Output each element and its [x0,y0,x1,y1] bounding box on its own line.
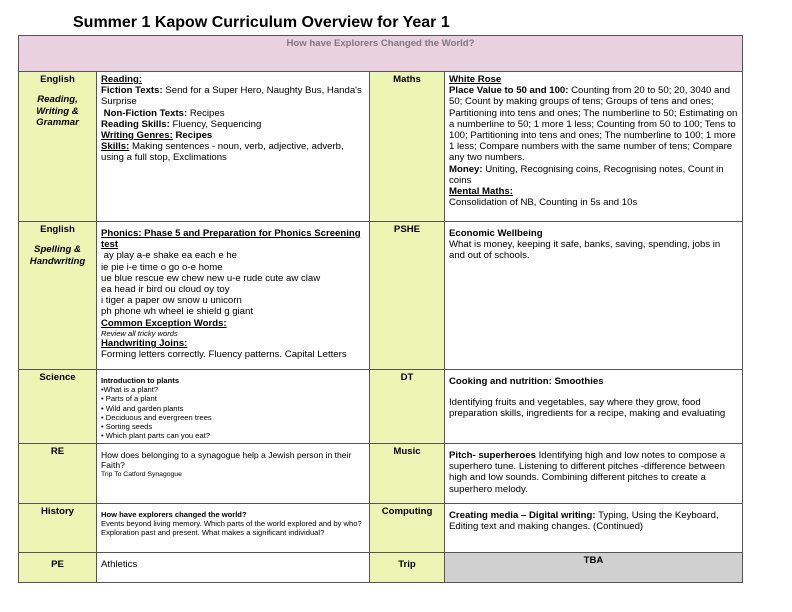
subject-label: Science [39,372,76,383]
sentence-skills [101,141,365,163]
content-maths [445,72,743,222]
handwriting-joins-text: Forming letters correctly. Fluency patterns. Capital Letters [101,349,347,361]
music-text: Identifying high and low notes to compose a superhero tune. Listening to different pitches -difference between high and low sounds. Combining different pitches to create a superhero melody. [449,450,726,495]
sentence-skills-label: Skills: [101,141,130,153]
place-value-text: Counting from 20 to 50; 20, 3040 and 50; Count by making groups of tens; Groups of tens and ones; Partitioning into tens and ones; The numberline to 50; Estimating on a numberline to 50; 1 more 1 less; Counting from 50 to 100; Tens to 100; Partitioning into tens and ones; The numberline to 100; 1 more 1 less; Compare numbers with the same number of tens; Compare any two numbers. [449,85,738,164]
fiction-text: Send for a Super Hero, Naughty Bus, Handa's Surprise [101,85,362,108]
nonfiction-texts [101,108,365,119]
content-science [97,370,370,444]
subject-history [19,504,97,553]
row-english-phonics [19,222,743,370]
computing-heading: Creating media – Digital writing: [449,510,596,521]
content-re [97,444,370,504]
phonics-line: ue blue rescue ew chew new u-e rude cute aw claw [101,272,321,284]
science-item: •What is a plant? [101,385,159,395]
subject-trip [370,553,445,583]
row-re [19,444,743,504]
content-pshe [445,222,743,370]
subject-label: Maths [393,74,421,85]
subject-music [370,444,445,504]
dt-heading: Cooking and nutrition: Smoothies [449,376,604,387]
science-item: • Sorting seeds [101,422,153,432]
re-text: How does belonging to a synagogue help a Jewish person in their Faith? [101,450,352,471]
content-english-phonics [97,222,370,370]
writing-genres-text: Recipes [175,130,213,142]
subject-label: PSHE [393,224,421,235]
money-label: Money: [449,163,483,175]
subject-dt [370,370,445,444]
subject-english-reading [19,72,97,222]
subject-label: PE [51,559,64,570]
mental-maths-text: Consolidation of NB, Counting in 5s and 10s [449,197,638,209]
subject-label: English [40,74,75,85]
re-note: Trip To Catford Synagogue [101,470,182,478]
row-pe [19,553,743,583]
phonics-line: ie pie i-e time o go o-e home [101,261,223,273]
subject-label: Music [393,446,421,457]
place-value [449,85,738,163]
history-text: Events beyond living memory. Which parts of the world explored and by who? Exploration past and present. What makes a significant individual? [101,519,362,538]
mental-maths-label: Mental Maths: [449,186,513,198]
pshe-heading: Economic Wellbeing [449,228,543,239]
subject-maths [370,72,445,222]
pshe-text: What is money, keeping it safe, banks, saving, spending, jobs in and out of schools. [449,239,721,262]
subject-subtitle: Reading, Writing & Grammar [36,94,79,129]
science-item: • Parts of a plant [101,394,157,404]
topic-banner: How have Explorers Changed the World? [19,36,743,72]
subject-pshe [370,222,445,370]
writing-genres [101,130,365,141]
content-pe [97,553,370,583]
subject-label: Computing [381,506,433,517]
place-value-label: Place Value to 50 and 100: [449,85,569,97]
spacer [449,387,738,397]
fiction-texts [101,85,365,107]
subject-label: Trip [398,559,416,570]
phonics-heading: Phonics: Phase 5 and Preparation for Phonics Screening test [101,228,361,251]
money-text: Uniting, Recognising coins, Recognising notes, Count in coins [449,163,724,186]
music-content [449,450,738,495]
computing-content [449,510,738,532]
topic-banner-row [19,36,743,72]
content-music [445,444,743,504]
phonics-line-text: ay play a-e shake ea each e he [103,250,238,262]
science-item: • Wild and garden plants [101,403,184,413]
nonfiction-text: Recipes [189,107,225,119]
row-history [19,504,743,553]
dt-text: Identifying fruits and vegetables, say where they grow, food preparation skills, ingredients for a recipe, making and evaluating [449,397,726,420]
exception-words-text: Review all tricky words [101,328,178,338]
handwriting-joins-label: Handwriting Joins: [101,338,188,350]
reading-skills-text: Fluency, Sequencing [172,118,262,130]
history-heading: How have explorers changed the world? [101,510,247,519]
pe-text: Athletics [101,559,138,570]
phonics-line: ea head ir bird ou cloud oy toy [101,284,230,296]
subject-english-phonics [19,222,97,370]
reading-skills [101,119,365,130]
subject-label: English [40,224,75,235]
nonfiction-label: Non-Fiction Texts: [103,107,188,119]
subject-re [19,444,97,504]
writing-genres-label: Writing Genres: [101,130,173,142]
curriculum-table [18,35,743,583]
sentence-skills-text: Making sentences - noun, verb, adjective, adverb, using a full stop, Exclimations [101,141,344,164]
subject-label: History [40,506,75,517]
subject-computing [370,504,445,553]
content-computing [445,504,743,553]
subject-label: DT [400,372,414,383]
reading-skills-label: Reading Skills: [101,118,170,130]
science-item: • Deciduous and evergreen trees [101,412,212,422]
fiction-label: Fiction Texts: [101,85,163,97]
science-item: • Which plant parts can you eat? [101,431,211,441]
subject-pe [19,553,97,583]
content-dt [445,370,743,444]
subject-label: RE [50,446,65,457]
reading-heading: Reading: [101,74,143,85]
content-history [97,504,370,553]
money [449,164,738,186]
music-heading: Pitch- superheroes [449,450,536,461]
phonics-line [101,250,365,261]
document-title: Summer 1 Kapow Curriculum Overview for Year 1 [73,14,450,31]
content-english-reading [97,72,370,222]
subject-subtitle: Spelling & Handwriting [29,244,86,267]
row-english-reading [19,72,743,222]
computing-text: Typing, Using the Keyboard, Editing text and making changes. (Continued) [449,510,719,533]
phonics-line: i tiger a paper ow snow u unicorn [101,295,242,307]
phonics-line: ph phone wh wheel ie shield g giant [101,306,254,318]
exception-words-label: Common Exception Words: [101,317,227,329]
science-heading: Introduction to plants [101,376,180,385]
maths-heading: White Rose [449,74,502,85]
trip-tba: TBA [445,553,743,583]
subject-science [19,370,97,444]
row-science [19,370,743,444]
